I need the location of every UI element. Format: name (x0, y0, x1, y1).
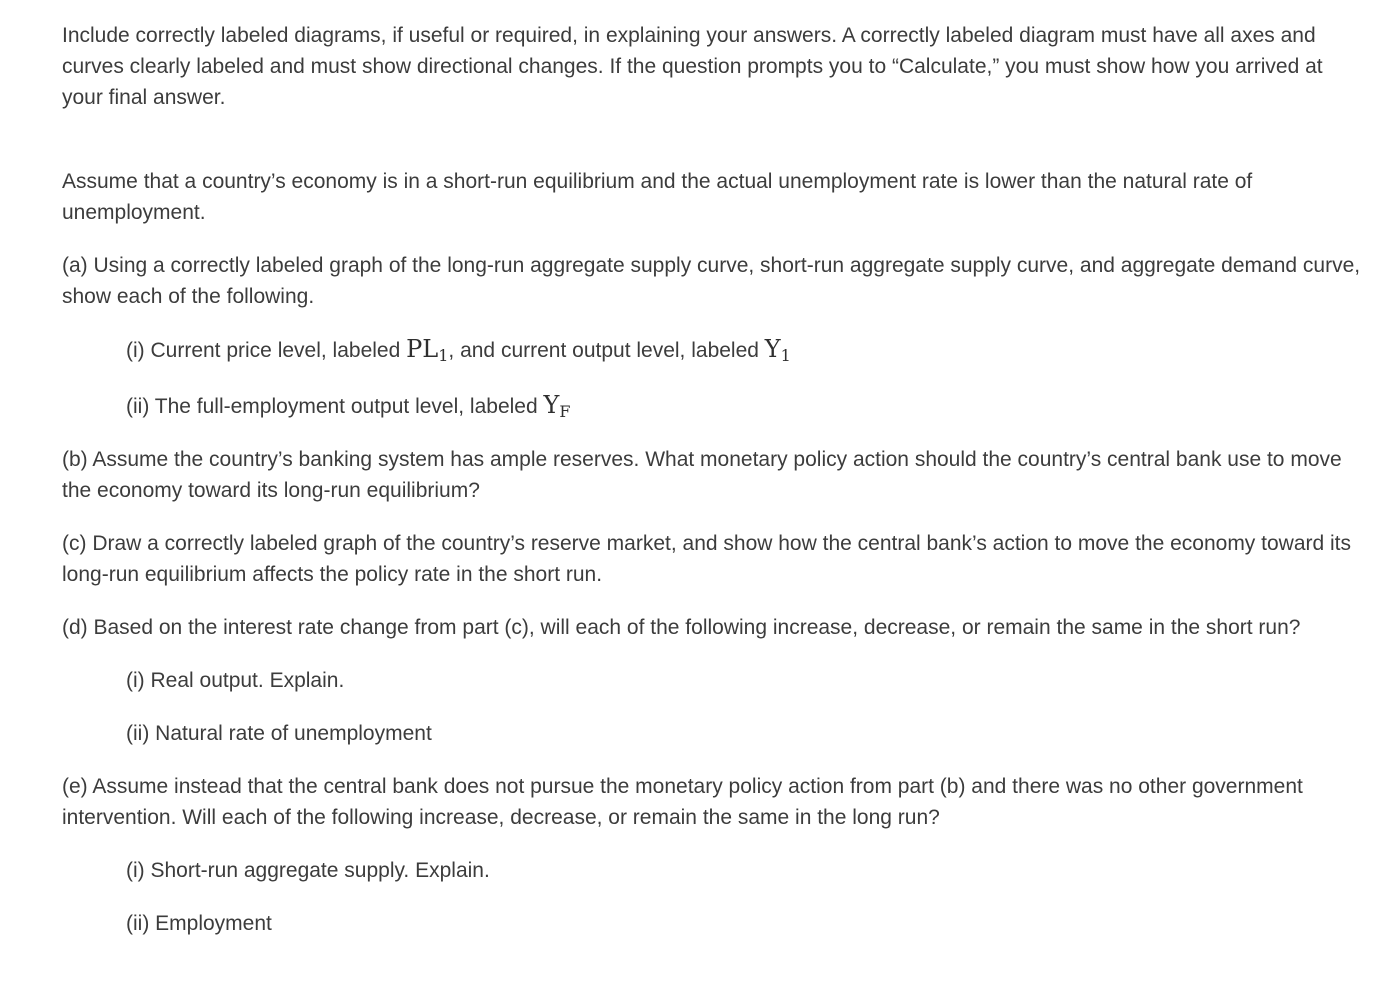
part-e-ii: (ii) Employment (126, 912, 272, 935)
part-a-i-middle: , and current output level, labeled (448, 339, 765, 362)
yf-subscript: F (559, 402, 571, 421)
full-employment-symbol (544, 391, 571, 419)
pl-subscript: 1 (438, 346, 449, 365)
part-e-prompt: (e) Assume instead that the central bank does not pursue the monetary policy action from part (b) and there was no other government intervention. Will each of the following increase, decrease, or remain the same in the long run? (62, 775, 1303, 829)
part-d-ii: (ii) Natural rate of unemployment (126, 722, 432, 745)
part-d-i: (i) Real output. Explain. (126, 669, 345, 692)
y-letter: Y (764, 335, 781, 363)
part-a-ii (126, 390, 1362, 422)
part-a-prompt: (a) Using a correctly labeled graph of the long-run aggregate supply curve, short-run aggregate supply curve, and aggregate demand curve, show each of the following. (62, 254, 1361, 308)
part-a-ii-prefix: (ii) The full-employment output level, labeled (126, 395, 544, 418)
part-e-i: (i) Short-run aggregate supply. Explain. (126, 859, 490, 882)
question-document (62, 20, 1362, 960)
price-level-symbol (406, 335, 448, 363)
part-a-i-prefix: (i) Current price level, labeled (126, 339, 407, 362)
instructions-paragraph: Include correctly labeled diagrams, if useful or required, in explaining your answers. A correctly labeled diagram must have all axes and curves clearly labeled and must show directional changes. If the question prompts you to “Calculate,” you must show how you arrived at your final answer. (62, 24, 1323, 109)
pl-letters: PL (406, 335, 439, 363)
part-c-prompt: (c) Draw a correctly labeled graph of the country’s reserve market, and show how the central bank’s action to move the economy toward its long-run equilibrium affects the policy rate in the short run. (62, 532, 1352, 586)
part-d-prompt: (d) Based on the interest rate change from part (c), will each of the following increase, decrease, or remain the same in the short run? (62, 616, 1301, 639)
y-subscript: 1 (780, 346, 791, 365)
output-level-symbol (765, 335, 791, 363)
question-stem: Assume that a country’s economy is in a short-run equilibrium and the actual unemployment rate is lower than the natural rate of unemployment. (62, 170, 1253, 224)
yf-letter: Y (543, 391, 560, 419)
part-b-prompt: (b) Assume the country’s banking system has ample reserves. What monetary policy action should the country’s central bank use to move the economy toward its long-run equilibrium? (62, 448, 1342, 502)
part-a-i (126, 334, 1362, 366)
